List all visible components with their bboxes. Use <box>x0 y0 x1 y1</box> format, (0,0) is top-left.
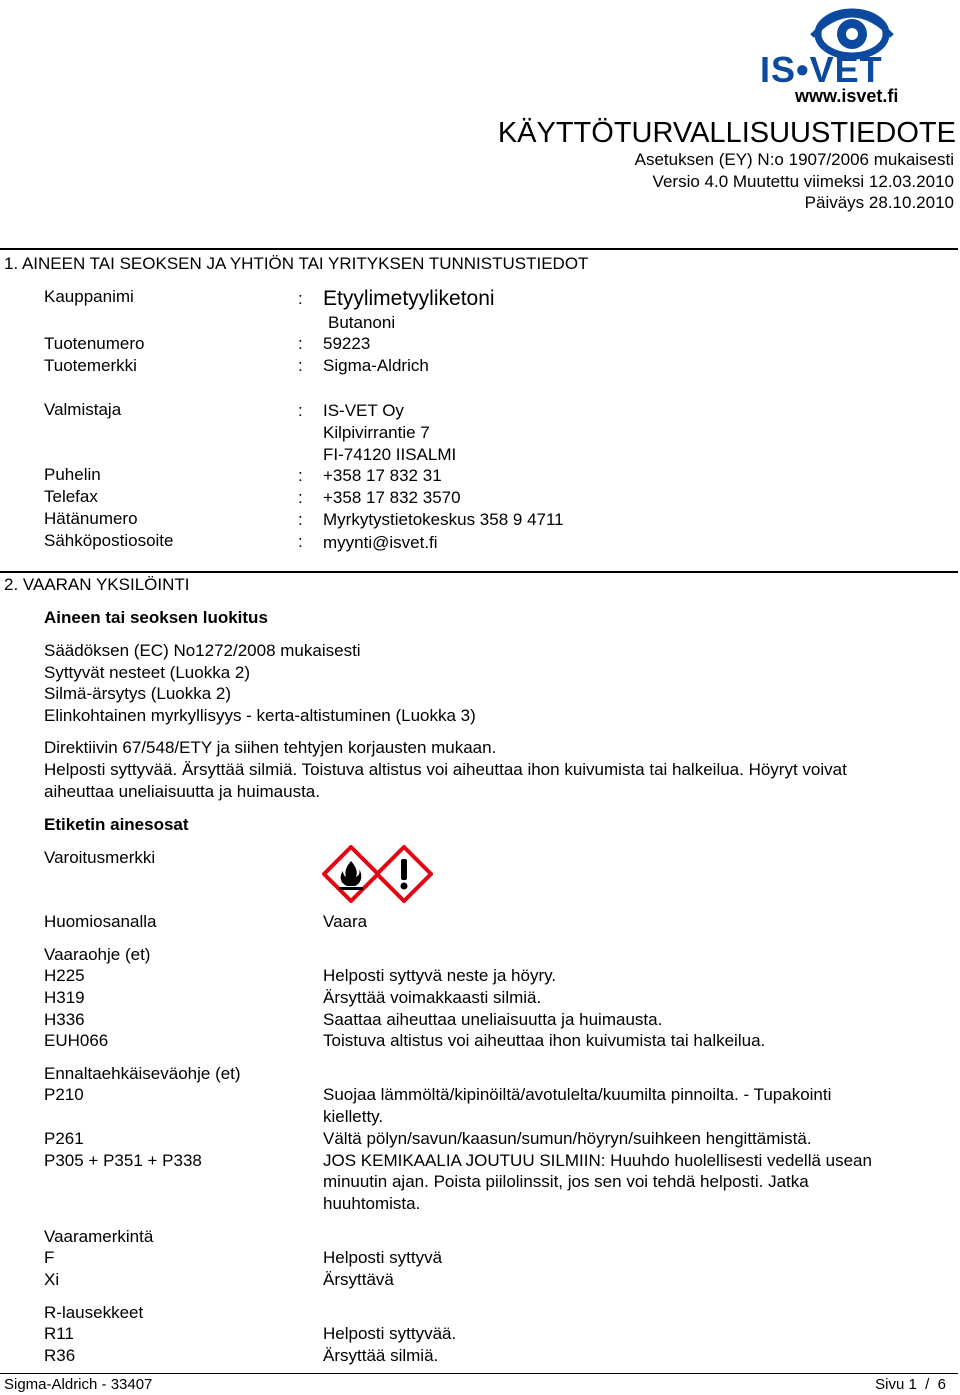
class-item: Elinkohtainen myrkyllisyys - kerta-altistuminen (Luokka 3) <box>44 706 476 725</box>
precaution-code: P305 + P351 + P338 <box>44 1151 202 1170</box>
email-value[interactable]: myynti@isvet.fi <box>323 533 438 552</box>
separator: : <box>298 510 303 529</box>
hazard-code: H225 <box>44 966 85 985</box>
pictogram-label: Varoitusmerkki <box>44 848 156 867</box>
signal-word-label: Huomiosanalla <box>44 912 157 931</box>
precaution-text: minuutin ajan. Poista piilolinssit, jos sen voi tehdä helposti. Jatka <box>323 1172 809 1191</box>
separator: : <box>298 334 303 353</box>
precaution-code: P210 <box>44 1085 84 1104</box>
brand-label: Tuotemerkki <box>44 356 137 375</box>
symbol-text: Ärsyttävä <box>323 1270 394 1289</box>
footer-left: Sigma-Aldrich - 33407 <box>4 1376 153 1393</box>
synonym-value: Butanoni <box>328 313 396 332</box>
phone-value: +358 17 832 31 <box>323 466 442 485</box>
manufacturer-label: Valmistaja <box>44 400 122 419</box>
flame-icon <box>322 845 380 903</box>
brand-value: Sigma-Aldrich <box>323 356 429 375</box>
classification-heading: Aineen tai seoksen luokitus <box>44 608 268 627</box>
fax-value: +358 17 832 3570 <box>323 488 461 507</box>
manufacturer-name: IS-VET Oy <box>323 401 404 420</box>
emergency-label: Hätänumero <box>44 509 138 528</box>
directive-text: aiheuttaa uneliaisuutta ja huimausta. <box>44 782 320 801</box>
precaution-code: P261 <box>44 1129 84 1148</box>
hazard-statements-label: Vaaraohje (et) <box>44 945 151 964</box>
separator: : <box>298 356 303 375</box>
regulation-line: Asetuksen (EY) N:o 1907/2006 mukaisesti <box>634 150 954 169</box>
hazard-code: H336 <box>44 1010 85 1029</box>
exclamation-icon <box>375 845 433 903</box>
symbol-code: Xi <box>44 1270 60 1289</box>
directive-text: Helposti syttyvää. Ärsyttää silmiä. Toistuva altistus voi aiheuttaa ihon kuivumista tai halkeilua. Höyryt voivat <box>44 760 847 779</box>
manufacturer-street: Kilpivirrantie 7 <box>323 423 430 442</box>
r-phrase-code: R36 <box>44 1346 76 1365</box>
phone-label: Puhelin <box>44 465 101 484</box>
date-line: Päiväys 28.10.2010 <box>804 193 954 212</box>
hazard-text: Saattaa aiheuttaa uneliaisuutta ja huimausta. <box>323 1010 663 1029</box>
hazard-code: H319 <box>44 988 85 1007</box>
separator: : <box>298 289 303 308</box>
trade-name-label: Kauppanimi <box>44 287 134 306</box>
separator: : <box>298 401 303 420</box>
page-number: Sivu 1 / 6 <box>875 1376 946 1393</box>
class-item: Silmä-ärsytys (Luokka 2) <box>44 684 232 703</box>
hazard-code: EUH066 <box>44 1031 109 1050</box>
footer-divider <box>0 1373 958 1374</box>
class-item: Syttyvät nesteet (Luokka 2) <box>44 663 250 682</box>
trade-name-value: Etyylimetyyliketoni <box>323 287 495 310</box>
separator: : <box>298 488 303 507</box>
hazard-text: Toistuva altistus voi aiheuttaa ihon kuivumista tai halkeilua. <box>323 1031 766 1050</box>
document-title: KÄYTTÖTURVALLISUUSTIEDOTE <box>497 117 956 149</box>
precaution-text: huuhtomista. <box>323 1194 421 1213</box>
directive-line: Direktiivin 67/548/ETY ja siihen tehtyjen korjausten mukaan. <box>44 738 497 757</box>
hazard-text: Helposti syttyvä neste ja höyry. <box>323 966 557 985</box>
symbol-text: Helposti syttyvä <box>323 1248 443 1267</box>
hazard-text: Ärsyttää voimakkaasti silmiä. <box>323 988 542 1007</box>
regulation-ref: Säädöksen (EC) No1272/2008 mukaisesti <box>44 641 361 660</box>
version-line: Versio 4.0 Muutettu viimeksi 12.03.2010 <box>652 172 954 191</box>
precaution-text: kielletty. <box>323 1107 384 1126</box>
separator: : <box>298 532 303 551</box>
signal-word-value: Vaara <box>323 912 368 931</box>
r-phrase-text: Helposti syttyvää. <box>323 1324 457 1343</box>
symbol-code: F <box>44 1248 55 1267</box>
section2-divider <box>0 571 958 573</box>
section1-heading: 1. AINEEN TAI SEOKSEN JA YHTIÖN TAI YRITYKSEN TUNNISTUSTIEDOT <box>4 254 589 273</box>
precaution-text: Vältä pölyn/savun/kaasun/sumun/höyryn/suihkeen hengittämistä. <box>323 1129 812 1148</box>
manufacturer-city: FI-74120 IISALMI <box>323 445 457 464</box>
label-elements-heading: Etiketin ainesosat <box>44 815 189 834</box>
r-phrase-code: R11 <box>44 1324 74 1343</box>
hazard-symbol-label: Vaaramerkintä <box>44 1227 154 1246</box>
email-label: Sähköpostiosoite <box>44 531 174 550</box>
precaution-text: JOS KEMIKAALIA JOUTUU SILMIIN: Huuhdo huolellisesti vedellä usean <box>323 1151 872 1170</box>
section2-heading: 2. VAARAN YKSILÖINTI <box>4 575 190 594</box>
section1-divider <box>0 248 958 250</box>
r-phrases-label: R-lausekkeet <box>44 1303 144 1322</box>
logo-brand: IS•VET <box>760 49 883 90</box>
fax-label: Telefax <box>44 487 98 506</box>
r-phrase-text: Ärsyttää silmiä. <box>323 1346 439 1365</box>
precaution-text: Suojaa lämmöltä/kipinöiltä/avotulelta/kuumilta pinnoilta. - Tupakointi <box>323 1085 832 1104</box>
precautionary-label: Ennaltaehkäiseväohje (et) <box>44 1064 241 1083</box>
separator: : <box>298 466 303 485</box>
product-number-value: 59223 <box>323 334 371 353</box>
emergency-value: Myrkytystietokeskus 358 9 4711 <box>323 510 564 529</box>
logo-url[interactable]: www.isvet.fi <box>795 86 899 106</box>
product-number-label: Tuotenumero <box>44 334 145 353</box>
